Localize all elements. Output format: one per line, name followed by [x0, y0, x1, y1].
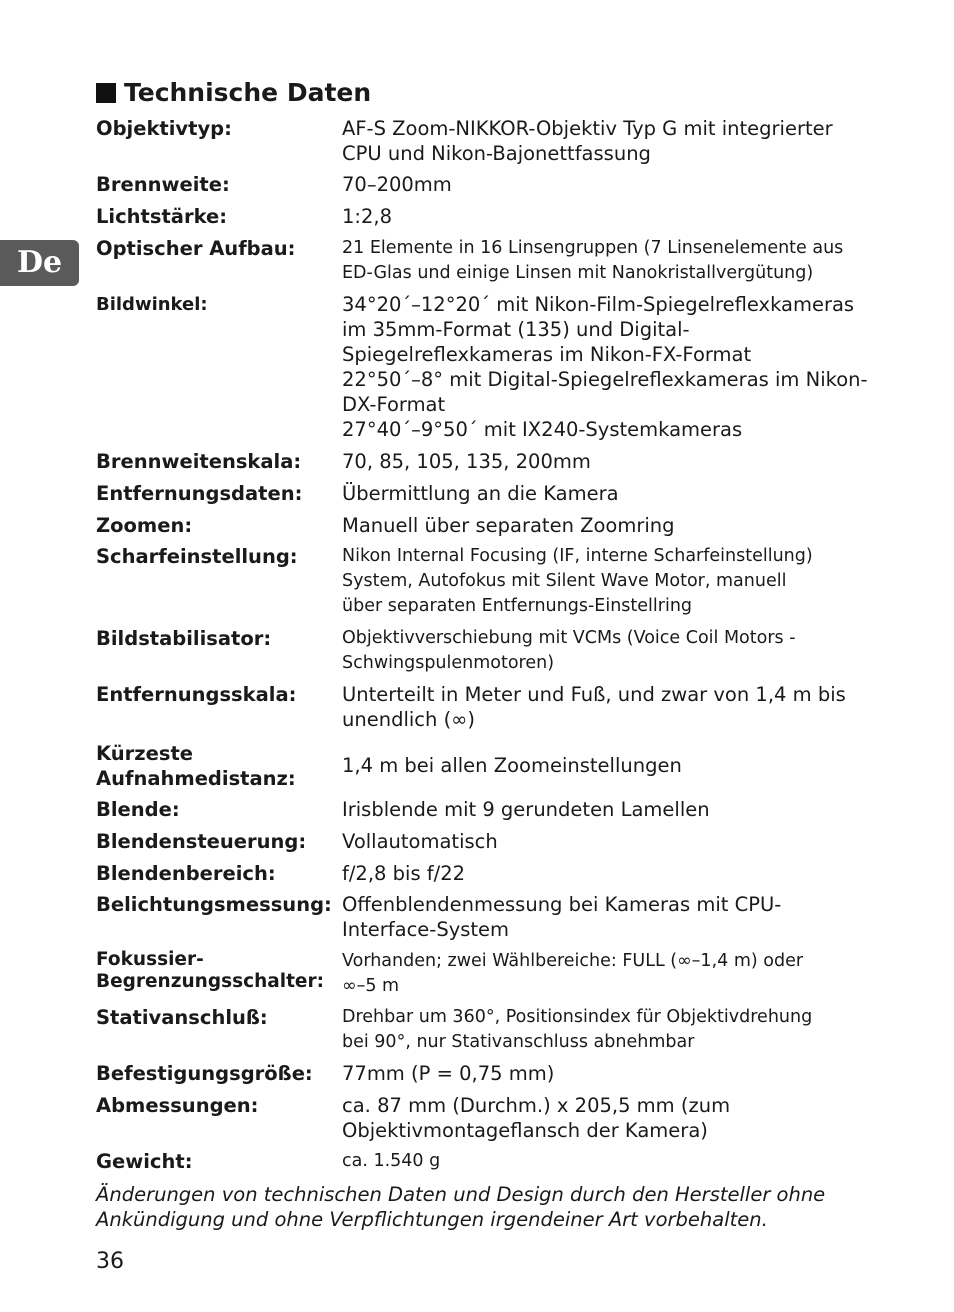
spec-value	[342, 753, 872, 778]
spec-label: Stativanschluß:	[96, 1006, 268, 1029]
spec-value	[342, 682, 872, 732]
footnote-line: Ankündigung und ohne Verpflichtungen irgendeiner Art vorbehalten.	[96, 1208, 768, 1231]
spec-value	[342, 449, 872, 474]
spec-value	[342, 626, 872, 676]
spec-value-line: im 35mm-Format (135) und Digital-	[342, 318, 690, 341]
spec-value-line: ED-Glas und einige Linsen mit Nanokristallvergütung)	[342, 263, 814, 283]
spec-label: Bildstabilisator:	[96, 627, 272, 650]
spec-label	[96, 741, 336, 791]
spec-value	[342, 544, 872, 619]
spec-value-line: 70–200mm	[342, 173, 452, 196]
spec-value-line: ca. 1.540 g	[342, 1151, 441, 1171]
spec-value-line: Unterteilt in Meter und Fuß, und zwar von 1,4 m bis	[342, 683, 846, 706]
spec-value-line: ca. 87 mm (Durchm.) x 205,5 mm (zum	[342, 1094, 731, 1117]
spec-value-line: 34°20´–12°20´ mit Nikon-Film-Spiegelreflexkameras	[342, 293, 855, 316]
spec-value-line: Schwingspulenmotoren)	[342, 653, 555, 673]
section-heading	[96, 76, 371, 110]
spec-value	[342, 1149, 872, 1174]
spec-value	[342, 204, 872, 229]
spec-label: Objektivtyp:	[96, 117, 232, 140]
spec-value-line: Interface-System	[342, 918, 510, 941]
spec-value-line: System, Autofokus mit Silent Wave Motor, manuell	[342, 571, 787, 591]
spec-value	[342, 949, 872, 999]
spec-value-line: Vollautomatisch	[342, 830, 498, 853]
footnote	[96, 1182, 856, 1232]
spec-label	[96, 949, 336, 993]
spec-value-line: AF-S Zoom-NIKKOR-Objektiv Typ G mit integrierter	[342, 117, 833, 140]
spec-label: Befestigungsgröße:	[96, 1062, 313, 1085]
spec-label-line: Aufnahmedistanz:	[96, 767, 296, 790]
spec-value	[342, 861, 872, 886]
spec-label: Gewicht:	[96, 1150, 193, 1173]
spec-label-line: Kürzeste	[96, 742, 193, 765]
spec-value-line: CPU und Nikon-Bajonettfassung	[342, 142, 651, 165]
page-number: 36	[96, 1249, 124, 1274]
spec-label-line: Fokussier-	[96, 949, 204, 970]
spec-label: Abmessungen:	[96, 1094, 259, 1117]
spec-value-line: Drehbar um 360°, Positionsindex für Objektivdrehung	[342, 1007, 813, 1027]
spec-label: Optischer Aufbau:	[96, 237, 296, 260]
spec-value-line: Übermittlung an die Kamera	[342, 482, 619, 505]
spec-label: Entfernungsdaten:	[96, 482, 303, 505]
spec-label: Lichtstärke:	[96, 205, 228, 228]
spec-value-line: f/2,8 bis f/22	[342, 862, 466, 885]
spec-label: Bildwinkel:	[96, 294, 208, 315]
spec-label: Zoomen:	[96, 514, 193, 537]
spec-value-line: 70, 85, 105, 135, 200mm	[342, 450, 591, 473]
spec-label-line: Begrenzungsschalter:	[96, 971, 324, 992]
spec-value	[342, 829, 872, 854]
language-tab: De	[0, 240, 79, 286]
spec-label: Brennweite:	[96, 173, 230, 196]
spec-value	[342, 513, 872, 538]
spec-value-line: 21 Elemente in 16 Linsengruppen (7 Linsenelemente aus	[342, 238, 844, 258]
square-bullet-icon	[96, 83, 116, 103]
spec-value-line: 1,4 m bei allen Zoomeinstellungen	[342, 754, 682, 777]
spec-value	[342, 116, 872, 166]
spec-value-line: ∞–5 m	[342, 976, 400, 996]
spec-value	[342, 236, 872, 286]
spec-value-line: Objektivverschiebung mit VCMs (Voice Coil Motors -	[342, 628, 796, 648]
spec-value	[342, 481, 872, 506]
section-title: Technische Daten	[124, 78, 372, 107]
spec-label: Blendenbereich:	[96, 862, 276, 885]
footnote-line: Änderungen von technischen Daten und Design durch den Hersteller ohne	[96, 1183, 826, 1206]
spec-value-line: 77mm (P = 0,75 mm)	[342, 1062, 555, 1085]
spec-value	[342, 892, 872, 942]
spec-value	[342, 172, 872, 197]
spec-label: Brennweitenskala:	[96, 450, 302, 473]
spec-value-line: Nikon Internal Focusing (IF, interne Scharfeinstellung)	[342, 546, 813, 566]
spec-label: Belichtungsmessung:	[96, 893, 332, 916]
spec-value-line: DX-Format	[342, 393, 446, 416]
spec-label: Blende:	[96, 798, 180, 821]
spec-value-line: 1:2,8	[342, 205, 392, 228]
spec-value-line: Vorhanden; zwei Wählbereiche: FULL (∞–1,4 m) oder	[342, 951, 804, 971]
spec-value-line: Manuell über separaten Zoomring	[342, 514, 675, 537]
spec-value	[342, 292, 872, 442]
spec-label: Entfernungsskala:	[96, 683, 297, 706]
spec-value-line: Offenblendenmessung bei Kameras mit CPU-	[342, 893, 782, 916]
spec-value-line: über separaten Entfernungs-Einstellring	[342, 596, 693, 616]
spec-value	[342, 1093, 872, 1143]
spec-value-line: Spiegelreflexkameras im Nikon-FX-Format	[342, 343, 752, 366]
spec-value-line: 22°50´–8° mit Digital-Spiegelreflexkameras im Nikon-	[342, 368, 868, 391]
spec-value-line: Irisblende mit 9 gerundeten Lamellen	[342, 798, 710, 821]
spec-value-line: 27°40´–9°50´ mit IX240-Systemkameras	[342, 418, 743, 441]
spec-value-line: Objektivmontageflansch der Kamera)	[342, 1119, 708, 1142]
spec-value	[342, 1061, 872, 1086]
spec-value-line: bei 90°, nur Stativanschluss abnehmbar	[342, 1032, 695, 1052]
spec-value	[342, 1005, 872, 1055]
spec-value-line: unendlich (∞)	[342, 708, 476, 731]
spec-value	[342, 797, 872, 822]
spec-label: Blendensteuerung:	[96, 830, 307, 853]
spec-label: Scharfeinstellung:	[96, 545, 298, 568]
